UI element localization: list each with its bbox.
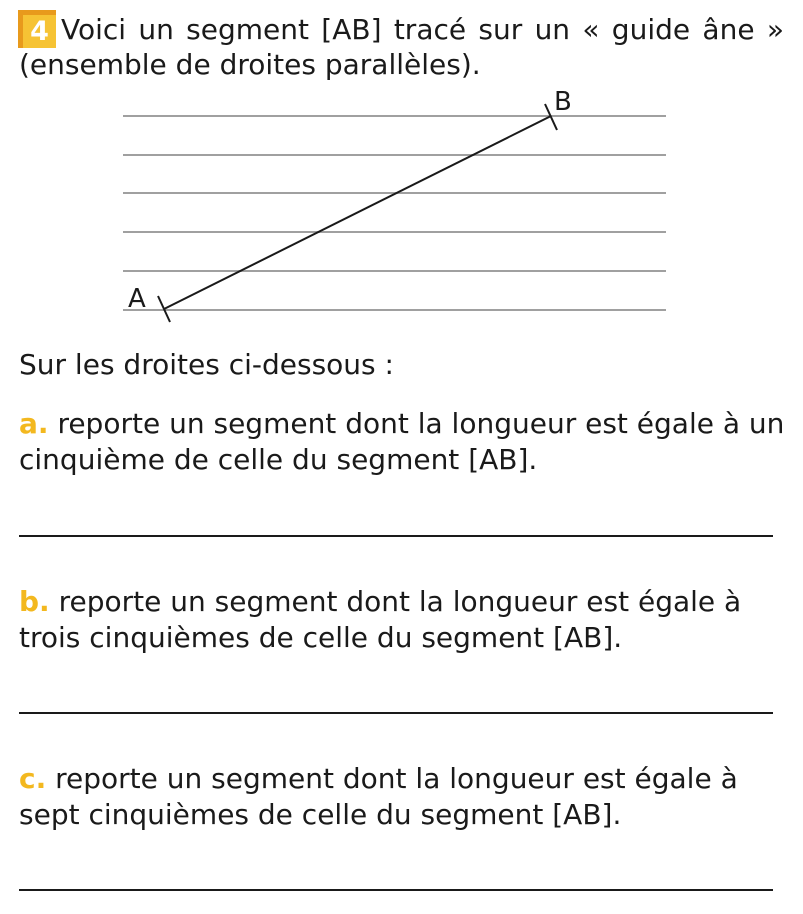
exercise-number: 4: [23, 15, 56, 48]
segment-ab: [164, 116, 551, 309]
question-text: reporte un segment dont la longueur est égale à un cinquième de celle du segment [AB].: [19, 407, 785, 476]
question-text: reporte un segment dont la longueur est égale à sept cinquièmes de celle du segment [AB].: [19, 762, 738, 831]
exercise-intro: [19, 12, 784, 82]
point-b-label: B: [554, 87, 572, 117]
question-c: [19, 761, 789, 833]
answer-line-c[interactable]: [19, 889, 773, 891]
question-letter: b.: [19, 585, 50, 618]
guide-ane-figure: [0, 80, 803, 330]
question-text: reporte un segment dont la longueur est égale à trois cinquièmes de celle du segment [AB].: [19, 585, 742, 654]
exercise-intro-text: Voici un segment [AB] tracé sur un « guide âne » (ensemble de droites parallèles).: [19, 13, 784, 81]
question-letter: c.: [19, 762, 47, 795]
guide-lines: [123, 116, 666, 310]
question-b: [19, 584, 789, 656]
question-a: [19, 406, 789, 478]
answer-line-a[interactable]: [19, 535, 773, 537]
answer-line-b[interactable]: [19, 712, 773, 714]
instruction-text: Sur les droites ci-dessous :: [19, 348, 394, 381]
point-a-label: A: [128, 284, 146, 314]
question-letter: a.: [19, 407, 49, 440]
